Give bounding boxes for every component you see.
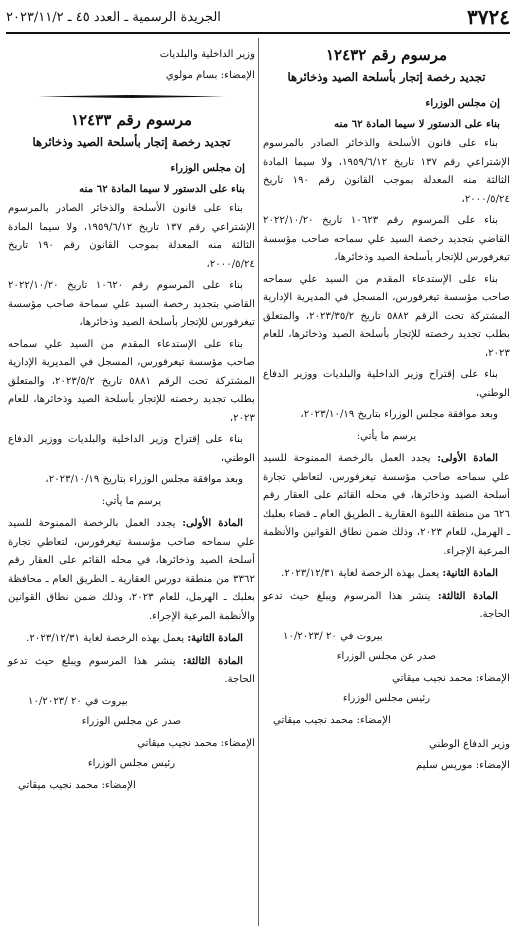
decrees-heading: يرسم ما يأتي:	[356, 430, 417, 442]
decrees-heading: يرسم ما يأتي:	[101, 495, 162, 507]
signature: الإمضاء: محمد نجيب ميقاتي	[392, 672, 510, 684]
signature: الإمضاء: بسام مولوي	[165, 69, 255, 81]
article-text: ينشر هذا المرسوم ويبلغ حيث تدعو الحاجة.	[8, 655, 255, 685]
article-label: المادة الأولى:	[182, 517, 243, 529]
paragraph: بناء على قانون الأسلحة والذخائر الصادر بالمرسوم الإشتراعي رقم ١٣٧ تاريخ ١٩٥٩/٦/١٢، ولا سيما المادة الثالثة منه المعدلة بموجب القانون رقم ١٩٠ تاريخ ٢٠٠٠/٥/٢٤،	[263, 138, 510, 205]
article-1	[8, 514, 255, 626]
page-header	[6, 2, 510, 34]
decree-subject: تجديد رخصة إتجار بأسلحة الصيد وذخائرها	[32, 135, 231, 149]
article-text: يعمل بهذه الرخصة لغاية ٢٠٢٣/١٢/٣١.	[26, 633, 185, 644]
signatory-title: رئيس مجلس الوزراء	[87, 758, 176, 769]
paragraph: بناء على المرسوم رقم ١٠٦٢٠ تاريخ ٢٠٢٢/١٠/٢٠ القاضي بتجديد رخصة السيد علي سماحة صاحب مؤسسة تيغرفورس للإتجار بأسلحة الصيد وذخائرها،	[8, 280, 255, 328]
decree-date: بيروت في ٢٠ /١٠/٢٠٢٣	[28, 695, 128, 707]
article-label: المادة الثالثة:	[182, 654, 243, 667]
article-text: يجدد العمل بالرخصة الممنوحة للسيد علي سماحه صاحب مؤسسة تيغرفورس، لتعاطي تجارة أسلحة الصيد وذخائرها، في محله القائم على العقار رقم ٦٢٦ من منطقة اللبوة العقارية ـ الطريق العام ـ قضاء بعلبك ـ الهرمل، للعام ٢٠٢٣، وذلك ضمن نطاق القوانين والأنظمة المرعية الإجراء.	[263, 453, 511, 557]
article-2	[263, 564, 510, 584]
article-label: المادة الثانية:	[187, 632, 243, 644]
article-3	[263, 587, 510, 625]
article-2	[8, 629, 255, 649]
column-separator	[258, 38, 259, 926]
paragraph: بناء على الإستدعاء المقدم من السيد علي سماحه صاحب مؤسسة تيغرفورس، المسجل في المديرية الإدارية المشتركة تحت الرقم ٥٨٨١ تاريخ ٢٠٢٣/٥/٢، والمتعلق بطلب تجديد رخصته للإتجار بأسلحة الصيد وذخائرها، للعام ٢٠٢٣،	[8, 338, 255, 424]
signature: الإمضاء: محمد نجيب ميقاتي	[137, 737, 255, 749]
signatory-title: رئيس مجلس الوزراء	[342, 693, 431, 704]
article-1	[263, 449, 510, 561]
section-divider	[8, 89, 255, 103]
signatory-title: وزير الداخلية والبلديات	[159, 49, 255, 60]
decree-12432-column	[263, 38, 510, 777]
paragraph: بناء على إقتراح وزير الداخلية والبلديات ووزير الدفاع الوطني،	[263, 369, 510, 399]
paragraph: بناء على الإستدعاء المقدم من السيد علي سماحه صاحب مؤسسة تيغرفورس، المسجل في المديرية الإدارية المشتركة تحت الرقم ٥٨٨٢ تاريخ ٢٠٢٣/٣٥/٢، والمتعلق بطلب تجديد رخصته للإتجار بأسلحة الصيد وذخائرها، للعام ٢٠٢٣،	[263, 273, 510, 359]
signature: الإمضاء: محمد نجيب ميقاتي	[18, 779, 136, 791]
issued-by: صدر عن مجلس الوزراء	[81, 716, 182, 727]
constitution-basis: بناء على الدستور لا سيما المادة ٦٢ منه	[79, 182, 245, 195]
signature: الإمضاء: محمد نجيب ميقاتي	[273, 714, 391, 726]
council-heading: إن مجلس الوزراء	[425, 97, 500, 109]
decree-date: بيروت في ٢٠ /١٠/٢٠٢٣	[283, 630, 383, 642]
signature: الإمضاء: موريس سليم	[416, 759, 510, 771]
council-heading: إن مجلس الوزراء	[170, 162, 245, 174]
decree-number: مرسوم رقم ١٢٤٣٣	[70, 111, 193, 129]
constitution-basis: بناء على الدستور لا سيما المادة ٦٢ منه	[334, 117, 500, 130]
paragraph: بناء على قانون الأسلحة والذخائر الصادر بالمرسوم الإشتراعي رقم ١٣٧ تاريخ ١٩٥٩/٦/١٢، ولا سيما المادة الثالثة منه المعدلة بموجب القانون رقم ١٩٠ تاريخ ٢٠٠٠/٥/٢٤،	[8, 203, 255, 270]
issued-by: صدر عن مجلس الوزراء	[336, 651, 437, 662]
article-3	[8, 652, 255, 690]
decree-number: مرسوم رقم ١٢٤٣٢	[325, 46, 448, 64]
decree-subject: تجديد رخصة إتجار بأسلحة الصيد وذخائرها	[287, 70, 486, 84]
article-text: يعمل بهذه الرخصة لغاية ٢٠٢٣/١٢/٣١.	[281, 568, 440, 579]
running-title: الجريدة الرسمية ـ العدد ٤٥ ـ ٢٠٢٣/١١/٢	[6, 9, 221, 25]
article-text: ينشر هذا المرسوم ويبلغ حيث تدعو الحاجة.	[263, 590, 510, 620]
article-text: يجدد العمل بالرخصة الممنوحة للسيد علي سماحه صاحب مؤسسة تيغرفورس، لتعاطي تجارة أسلحة الصيد وذخائرها، في محله القائم على العقار رقم ٣٣٦٢ من منطقة دورس العقارية ـ الطريق العام ـ محافظة بعلبك ـ الهرمل، للعام ٢٠٢٣، وذلك ضمن نطاق القوانين والأنظمة المرعية الإجراء.	[8, 518, 255, 622]
paragraph: بناء على إقتراح وزير الداخلية والبلديات ووزير الدفاع الوطني،	[8, 434, 255, 464]
paragraph: وبعد موافقة مجلس الوزراء بتاريخ ٢٠٢٣/١٠/١٩،	[300, 409, 498, 420]
paragraph: وبعد موافقة مجلس الوزراء بتاريخ ٢٠٢٣/١٠/١٩،	[45, 474, 243, 485]
article-label: المادة الثانية:	[442, 567, 498, 579]
paragraph: بناء على المرسوم رقم ١٠٦٢٣ تاريخ ٢٠٢٢/١٠/٢٠ القاضي بتجديد رخصة السيد علي سماحه صاحب مؤسسة تيغرفورس للإتجار بأسلحة الصيد وذخائرها،	[263, 215, 510, 263]
signatory-title: وزير الدفاع الوطني	[429, 739, 510, 750]
page-number: ٣٧٢٤	[467, 5, 510, 29]
article-label: المادة الثالثة:	[437, 589, 498, 602]
decree-12433-column	[8, 38, 255, 797]
article-label: المادة الأولى:	[437, 452, 498, 464]
